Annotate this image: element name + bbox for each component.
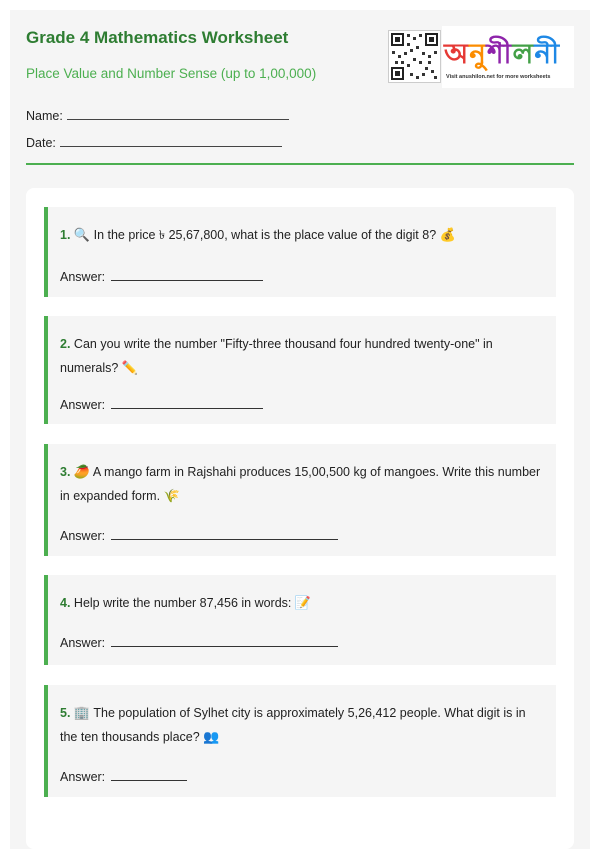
answer-line[interactable]: [111, 397, 263, 409]
people-icon: 👥: [203, 729, 220, 744]
question-text: 1. 🔍 In the price ৳ 25,67,800, what is the place value of the digit 8? 💰: [60, 227, 456, 242]
answer-field[interactable]: Answer:: [60, 769, 187, 784]
page-subtitle: Place Value and Number Sense (up to 1,00,000): [26, 66, 317, 81]
answer-line[interactable]: [111, 635, 338, 647]
questions-card: [26, 188, 574, 849]
question-1: [44, 207, 556, 297]
question-text: 4. Help write the number 87,456 in words: 📝: [60, 595, 312, 610]
money-bag-icon: 💰: [439, 227, 456, 242]
worksheet-page: [10, 10, 590, 849]
page-title: Grade 4 Mathematics Worksheet: [26, 28, 289, 47]
date-field[interactable]: [26, 135, 282, 150]
brand-logo: [442, 26, 574, 88]
name-label: Name:: [26, 109, 63, 123]
answer-line[interactable]: [111, 769, 187, 781]
answer-field[interactable]: Answer:: [60, 397, 263, 412]
name-field[interactable]: [26, 108, 289, 123]
question-3: [44, 444, 556, 556]
office-building-icon: 🏢: [73, 705, 91, 720]
mango-icon: 🥭: [73, 464, 91, 479]
date-line[interactable]: [60, 135, 282, 147]
answer-field[interactable]: Answer:: [60, 528, 338, 543]
header-divider: [26, 163, 574, 165]
question-5: [44, 685, 556, 797]
answer-field[interactable]: Answer:: [60, 269, 263, 284]
answer-field[interactable]: Answer:: [60, 635, 338, 650]
qr-code-icon: [388, 30, 441, 83]
magnifier-icon: 🔍: [73, 227, 91, 242]
question-2: [44, 316, 556, 424]
pencil-icon: ✏️: [121, 360, 139, 375]
rice-icon: 🌾: [163, 488, 180, 503]
name-line[interactable]: [67, 108, 289, 120]
answer-line[interactable]: [111, 269, 263, 281]
date-label: Date:: [26, 136, 56, 150]
memo-icon: 📝: [294, 595, 312, 610]
question-text: 3. 🥭 A mango farm in Rajshahi produces 15,00,500 kg of mangoes. Write this number in expanded form. 🌾: [60, 464, 541, 503]
question-text: 5. 🏢 The population of Sylhet city is approximately 5,26,412 people. What digit is in the ten thousands place? 👥: [60, 705, 526, 744]
logo-caption: Visit anushilon.net for more worksheets: [446, 74, 551, 80]
question-text: 2. Can you write the number "Fifty-three thousand four hundred twenty-one" in numerals? ✏️: [60, 337, 493, 375]
logo-wordmark: অনুশীলনী: [444, 38, 561, 69]
answer-line[interactable]: [111, 528, 338, 540]
question-4: [44, 575, 556, 665]
